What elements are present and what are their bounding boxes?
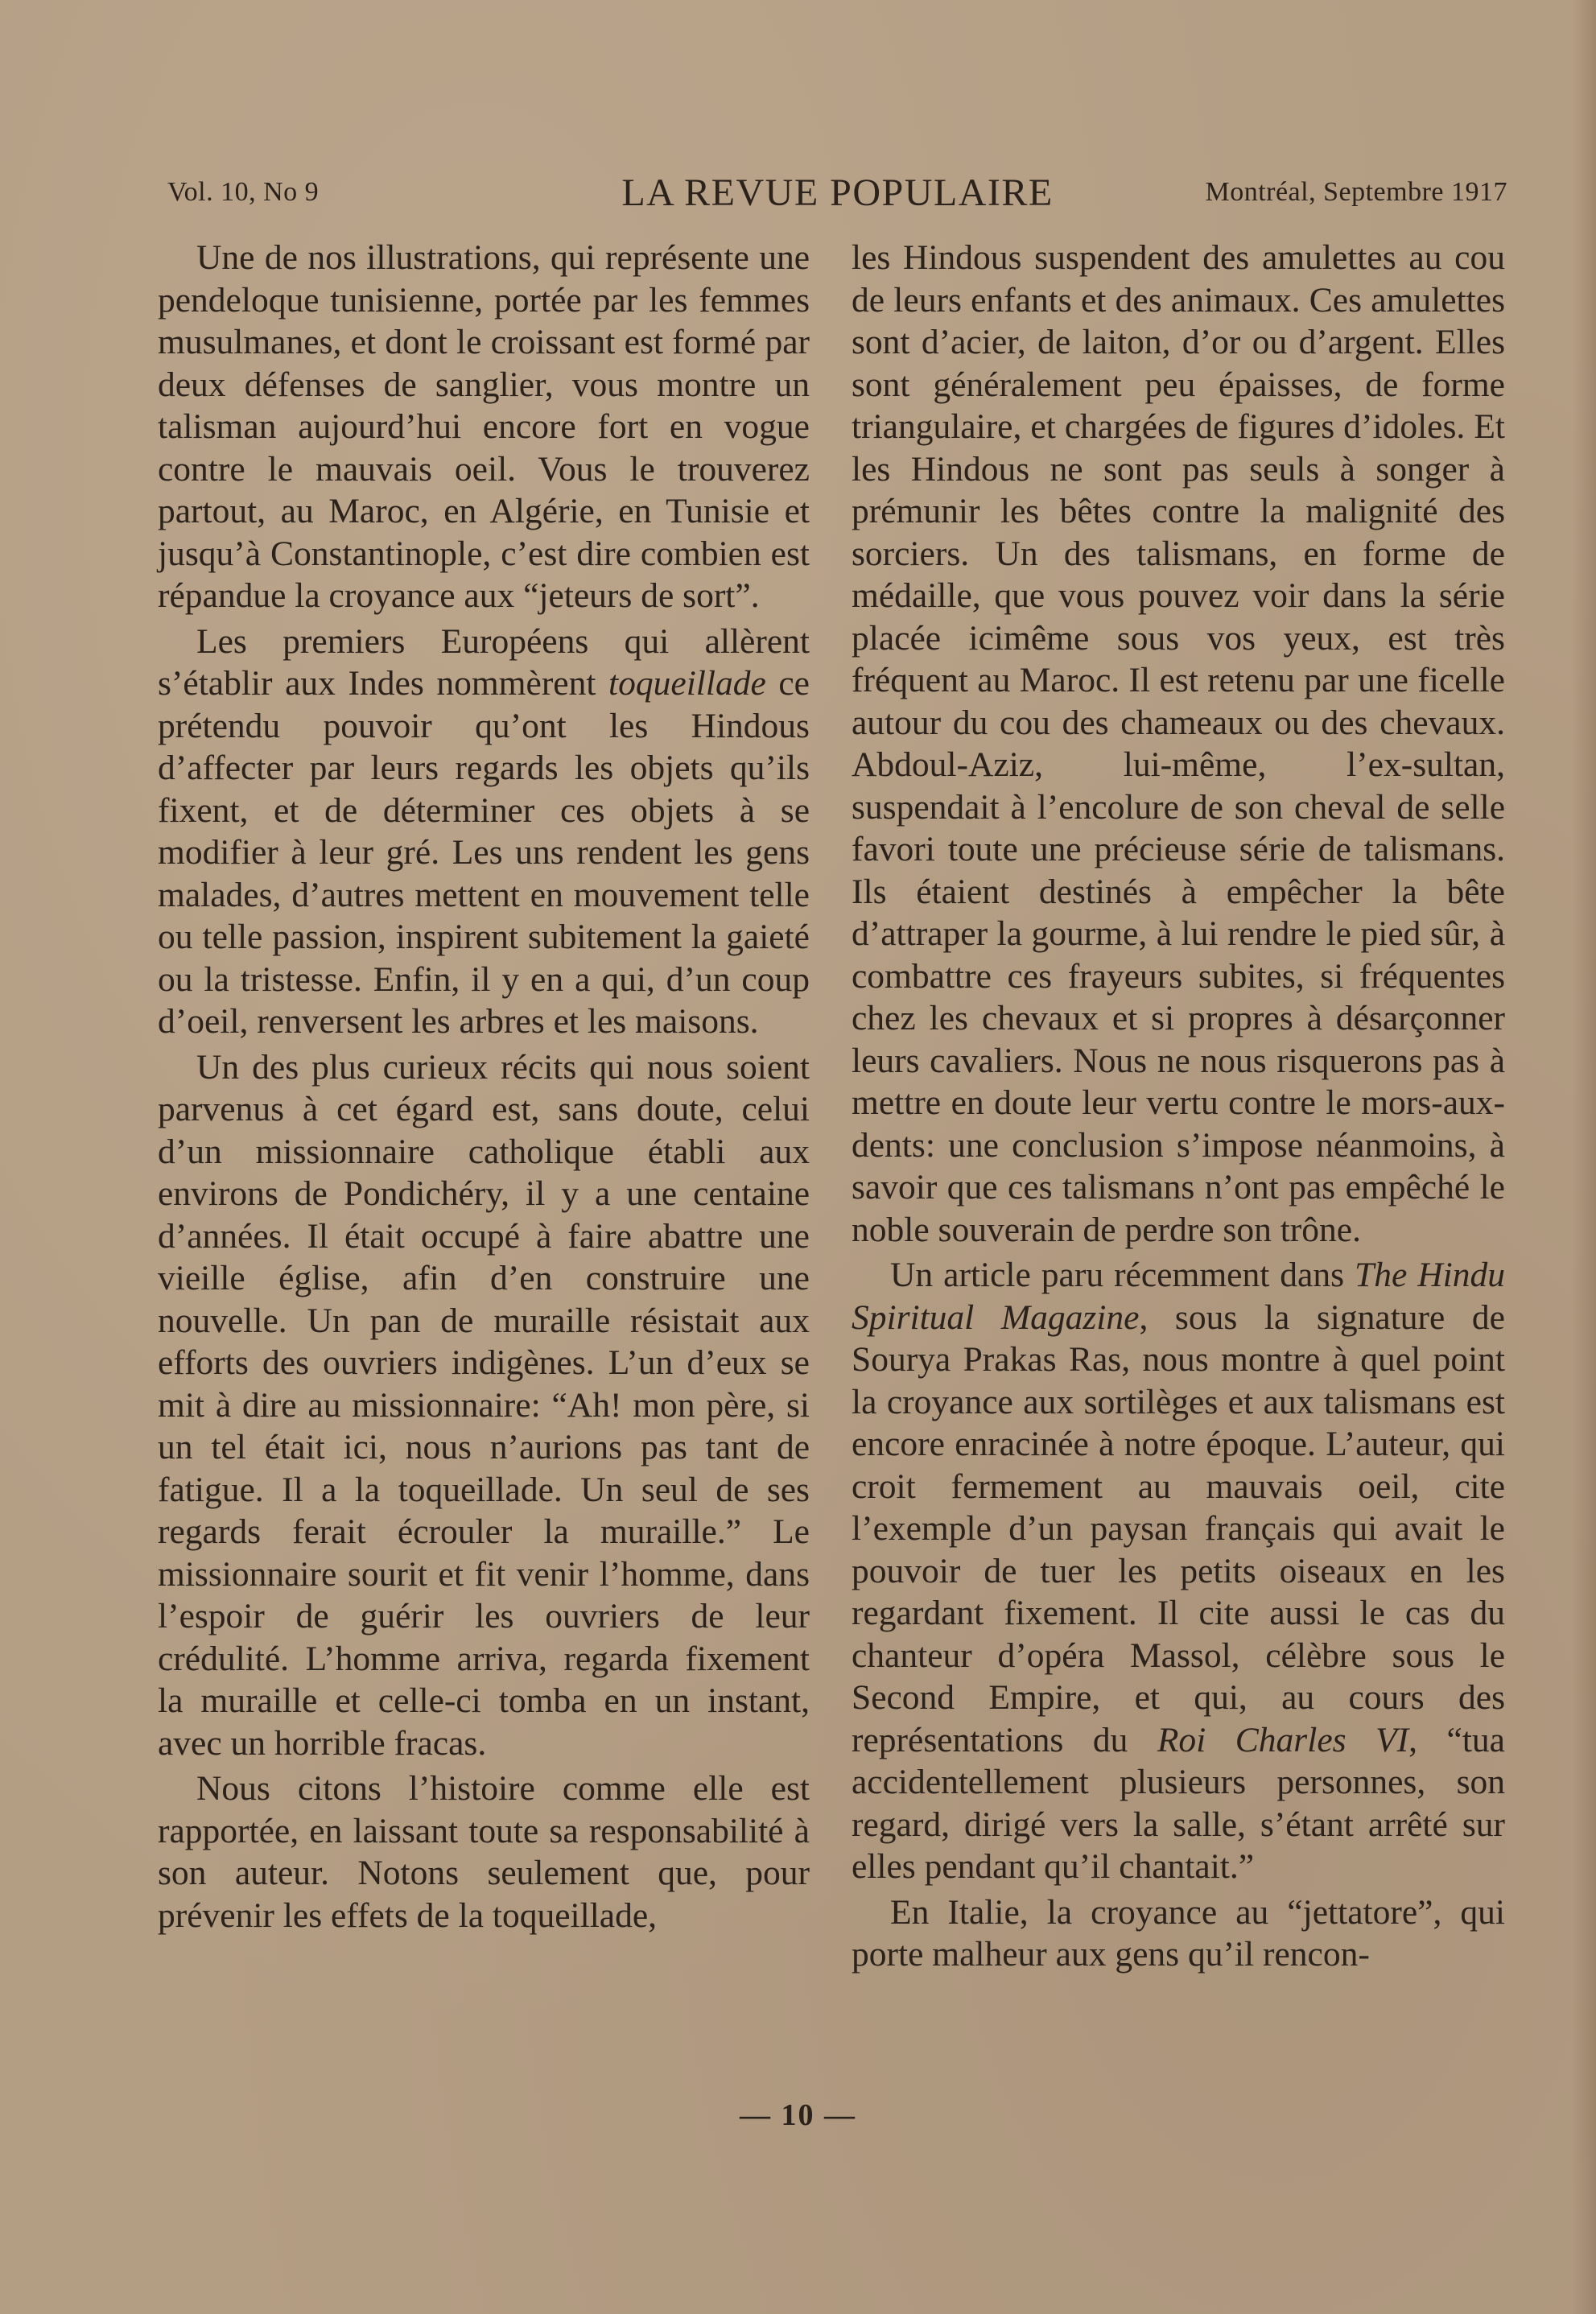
page-edge — [1572, 0, 1596, 2314]
page-number: — 10 — — [740, 2098, 856, 2132]
volume-number: Vol. 10, No 9 — [167, 177, 320, 207]
text-run: , sous la signature de Sourya Prakas Ras, nous montre à quel point la croyance aux sortilèges et aux talismans est encore enracinée à notre époque. L’auteur, qui croit fermement au mauvais oeil, cite l’exemple d’un paysan français qui avait le pouvoir de tuer les petits oiseaux en les regardant fixement. Il cite aussi le cas du chanteur d’opéra Massol, célèbre sous le Second Empire, et qui, au cours des représentations du — [852, 1297, 1505, 1759]
paragraph: Nous citons l’histoire comme elle est rapportée, en laissant toute sa responsabilité à son auteur. Notons seulement que, pour prévenir les effets de la toqueillade, — [158, 1769, 810, 1935]
text-run: Un article paru récemment dans — [890, 1256, 1355, 1294]
right-column — [852, 237, 1505, 2080]
text-run: ce prétendu pouvoir qu’ont les Hindous d’affecter par leurs regards les objets qu’ils fixent, et de déterminer ces objets à se modifier à leur gré. Les uns rendent les gens malades, d’autres mettent en mouvement telle ou telle passion, inspirent subitement la gaieté ou la tristesse. Enfin, il y en a qui, d’un coup d’oeil, renversent les arbres et les maisons. — [158, 664, 810, 1041]
italic-title: Roi Charles VI — [1157, 1720, 1409, 1759]
publication-title: LA REVUE POPULAIRE — [621, 171, 1054, 214]
paragraph: Un des plus curieux récits qui nous soient parvenus à cet égard est, sans doute, celui d’un missionnaire catholique établi aux environs de Pondichéry, il y a une centaine d’années. Il était occupé à faire abattre une vieille église, afin d’en construire une nouvelle. Un pan de muraille résistait aux efforts des ouvriers indigènes. L’un d’eux se mit à dire au missionnaire: “Ah! mon père, si un tel était ici, nous n’aurions pas tant de fatigue. Il a la toqueillade. Un seul de ses regards ferait écrouler la muraille.” Le missionnaire sourit et fit venir l’homme, dans l’espoir de guérir les ouvriers de leur crédulité. L’homme arriva, regarda fixement la muraille et celle-ci tomba en un instant, avec un horrible fracas. — [158, 1047, 810, 1763]
paragraph: les Hindous suspendent des amulettes au cou de leurs enfants et des animaux. Ces amulettes sont d’acier, de laiton, d’or ou d’argent. Elles sont généralement peu épaisses, de forme triangulaire, et chargées de figures d’idoles. Et les Hindous ne sont pas seuls à songer à prémunir les bêtes contre la malignité des sorciers. Un des talismans, en forme de médaille, que vous pouvez voir dans la série placée icimême sous vos yeux, est très fréquent au Maroc. Il est retenu par une ficelle autour du cou des chameaux ou des chevaux. Abdoul-Aziz, lui-même, l’ex-sultan, suspendait à l’encolure de son cheval de selle favori toute une précieuse série de talismans. Ils étaient destinés à empêcher la bête d’attraper la gourme, à lui rendre le pied sûr, à combattre ces frayeurs subites, si fréquentes chez les chevaux et si propres à désarçonner leurs cavaliers. Nous ne nous risquerons pas à mettre en doute leur vertu contre le mors-aux-dents: une conclusion s’impose néanmoins, à savoir que ces talismans n’ont pas empêché le noble souverain de perdre son trône. — [852, 238, 1505, 1249]
paragraph — [158, 621, 810, 1043]
text-run: Les premiers Européens qui allèrent s’établir aux Indes nommèrent — [158, 621, 810, 703]
publication-date: Montréal, Septembre 1917 — [1205, 177, 1507, 207]
paragraph — [852, 1254, 1505, 1888]
left-column — [158, 237, 810, 2080]
page-header — [167, 171, 1507, 219]
text-run: , “tua accidentellement plusieurs personnes, son regard, dirigé vers la salle, s’étant arrêté sur elles pendant qu’il chantait.” — [852, 1720, 1505, 1886]
paragraph: En Italie, la croyance au “jettatore”, qui porte malheur aux gens qu’il rencon- — [852, 1892, 1505, 1974]
paragraph: Une de nos illustrations, qui représente une pendeloque tunisienne, portée par les femmes musulmanes, et dont le croissant est formé par deux défenses de sanglier, vous montre un talisman aujourd’hui encore fort en vogue contre le mauvais oeil. Vous le trouverez partout, au Maroc, en Algérie, en Tunisie et jusqu’à Constantinople, c’est dire combien est répandue la croyance aux “jeteurs de sort”. — [158, 238, 810, 615]
italic-title: The Hindu Spiritual Magazine — [852, 1256, 1505, 1337]
italic-term: toqueillade — [608, 664, 766, 703]
